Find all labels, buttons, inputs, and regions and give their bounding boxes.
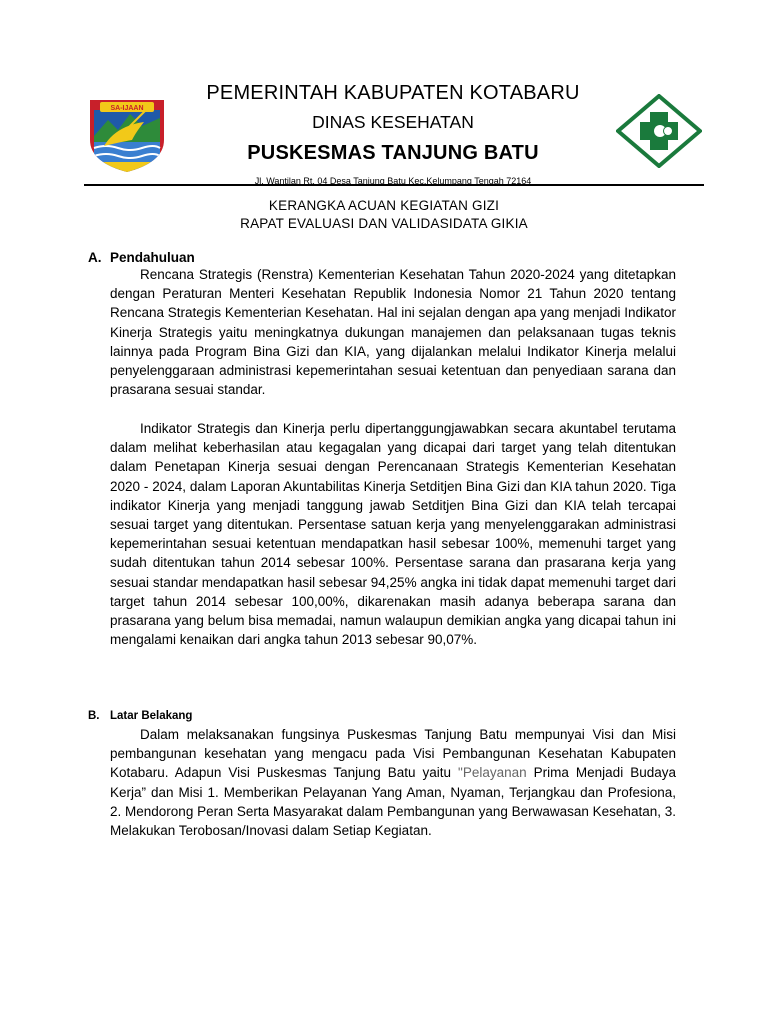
kotabaru-crest-logo xyxy=(86,96,168,174)
title-line-2: RAPAT EVALUASI DAN VALIDASIDATA GIKIA xyxy=(240,216,528,231)
section-b-paragraph xyxy=(110,725,676,840)
paragraph-text: Indikator Strategis dan Kinerja perlu dipertanggungjawabkan secara akuntabel terutama dalam melihat keberhasilan atau kegagalan yang dicapai dari target yang telah ditentukan dalam Penetapan Kinerja sesuai dengan Perencanaan Strategis Kementerian Kesehatan 2020 - 2024, dalam Laporan Akuntabilitas Kinerja Setditjen Bina Gizi dan KIA tahun 2020. Tiga indikator Kinerja yang menjadi tanggung jawab Setditjen Bina Gizi dan KIA telah tercapai sesuai target yang ditentukan. Persentase satuan kerja yang menyelenggarakan administrasi kepemerintahan sesuai ketentuan mendapatkan hasil sebesar 100%, memenuhi target yang sudah ditentukan tahun 2014 sebesar 100%. Persentase sarana dan prasarana kerja yang sesuai standar mendapatkan hasil sebesar 94,25% angka ini tidak dapat memenuhi target dari target tahun 2014 sebesar 100,00%, dikarenakan masih adanya beberapa sarana dan prasarana yang belum bisa memadai, namun walaupun demikian angka yang dicapai tahun ini mengalami kenaikan dari angka tahun 2013 sebesar 90,07%. xyxy=(110,421,676,648)
paragraph-text-part: Dalam melaksanakan fungsinya Puskesmas Tanjung Batu mempunyai Visi dan Misi pembangunan kesehatan yang mengacu pada Visi Pembangunan Kesehatan Kabupaten Kotabaru. Adapun Visi Puskesmas Tanjung Batu yaitu xyxy=(110,727,676,781)
address: Jl. Wantilan Rt. 04 Desa Tanjung Batu Kec.Kelumpang Tengah 72164 xyxy=(254,176,532,186)
paragraph-text-part: Prima Menjadi Budaya Kerja” dan Misi 1. Memberikan Pelayanan Yang Aman, Nyaman, Terjangkau dan Profesiona, 2. Mendorong Peran Serta Masyarakat dalam Pembangunan yang Berwawasan Kesehatan, 3. Melakukan Terobosan/Inovasi dalam Setiap Kegiatan. xyxy=(110,765,676,839)
government-name: PEMERINTAH KABUPATEN KOTABARU xyxy=(206,82,580,104)
header-divider xyxy=(84,184,704,186)
department-name: DINAS KESEHATAN xyxy=(312,112,474,132)
paragraph-text xyxy=(110,725,676,840)
paragraph-text: Rencana Strategis (Renstra) Kementerian Kesehatan Tahun 2020-2024 yang ditetapkan dengan Peraturan Menteri Kesehatan Republik Indonesia Nomor 21 Tahun 2020 tentang Rencana Strategis Kementerian Kesehatan. Hal ini sejalan dengan apa yang menjadi Indikator Kinerja Strategis yaitu meningkatnya dukungan manajemen dan pelaksanaan tugas teknis lainnya pada Program Bina Gizi dan KIA, yang dijalankan melalui Indikator Kinerja melalui penyelenggaraan administrasi kepemerintahan sesuai ketentuan dan penyediaan sarana dan prasarana sesuai standar. xyxy=(110,267,676,398)
puskesmas-name: PUSKESMAS TANJUNG BATU xyxy=(247,142,539,164)
section-b-heading xyxy=(88,709,192,724)
puskesmas-logo xyxy=(616,94,702,168)
letterhead xyxy=(160,80,626,188)
section-a-heading xyxy=(88,249,195,266)
title-line-1: KERANGKA ACUAN KEGIATAN GIZI xyxy=(268,198,500,213)
section-a-label: A. xyxy=(88,250,102,265)
section-a-paragraph-1 xyxy=(110,265,676,399)
crest-motto-text: SA-IJAAN xyxy=(110,105,144,112)
section-b-label: B. xyxy=(88,710,100,722)
section-b-title: Latar Belakang xyxy=(110,710,193,722)
section-a-title: Pendahuluan xyxy=(110,250,195,265)
highlighted-text: "Pelayanan xyxy=(458,765,527,781)
section-a-paragraph-2 xyxy=(110,419,676,649)
document-title xyxy=(100,197,668,233)
